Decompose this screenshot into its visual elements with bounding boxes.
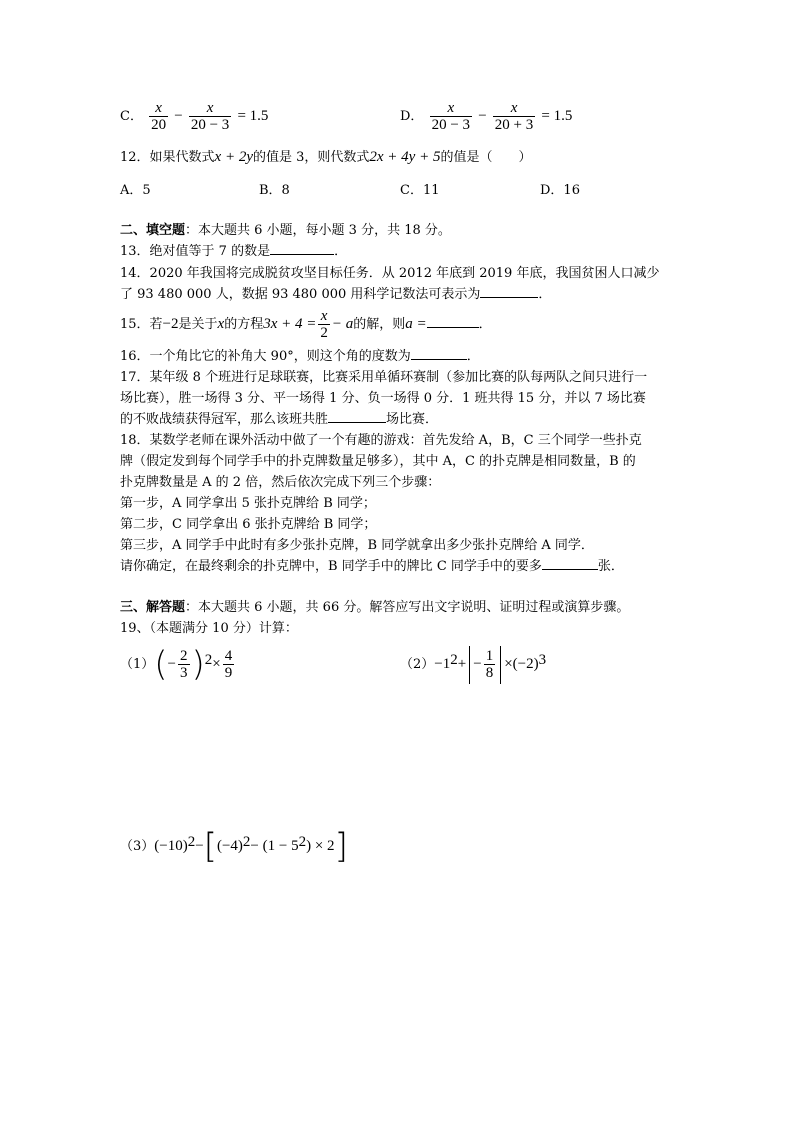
q18-step2: 第二步，C 同学拿出 6 张扑克牌给 B 同学； bbox=[120, 517, 377, 532]
q18-step3: 第三步，A 同学手中此时有多少张扑克牌，B 同学就拿出多少张扑克牌给 A 同学． bbox=[120, 538, 594, 553]
fraction: $\frac{x}{20 + 3}$ bbox=[494, 100, 534, 133]
q19-stem: 19、（本题满分 10 分）计算： bbox=[120, 621, 298, 636]
q18-line1: 18．某数学老师在课外活动中做了一个有趣的游戏：首先发给 A，B，C 三个同学一些扑克 bbox=[120, 433, 642, 448]
q12-option-c: C．11 bbox=[400, 183, 440, 198]
answer-blank bbox=[270, 253, 334, 255]
fraction: $\frac{x}{20 - 3}$ bbox=[190, 100, 230, 133]
q19-part3: $(3)(-10)^2-[(-4)^2- (1 - 5^2) \times 2]$ bbox=[120, 826, 348, 867]
fraction: $\frac{x}{2}$ bbox=[320, 308, 328, 341]
q12-option-d: D．16 bbox=[540, 183, 580, 198]
q11-option-d: D． $\frac{x}{20 - 3}$ − $\frac{x}{20 + 3}$ = 1.5 bbox=[400, 100, 573, 133]
fraction: $\frac{2}{3}$ bbox=[180, 648, 188, 681]
q14-line2: 了 93 480 000 人，数据 93 480 000 用科学记数法可表示为 ． bbox=[120, 287, 552, 302]
fraction: $\frac{4}{9}$ bbox=[224, 648, 233, 681]
q17-line2: 场比赛），胜一场得 3 分、平一场得 1 分、负一场得 0 分．1 班共得 15 分，并以 7 场比赛 bbox=[120, 391, 646, 406]
q17-line3: 的不败战绩获得冠军，那么该班共胜 场比赛． bbox=[120, 412, 439, 427]
option-label: D． bbox=[400, 109, 424, 124]
section3-heading: 三、解答题：本大题共 6 小题，共 66 分。解答应写出文字说明、证明过程或演算步骤。 bbox=[120, 600, 630, 615]
q18-line3: 扑克牌数量是 A 的 2 倍，然后依次完成下列三个步骤： bbox=[120, 475, 441, 490]
q16: 16．一个角比它的补角大 90°，则这个角的度数为 ． bbox=[120, 349, 480, 364]
q19-part2: $(2)-1^2+$ − $\frac{1}{8}$ $\times(-2)^3$ bbox=[400, 644, 546, 685]
answer-blank bbox=[480, 296, 538, 298]
q14-line1: 14．2020 年我国将完成脱贫攻坚目标任务．从 2012 年底到 2019 年底，我国贫困人口减少 bbox=[120, 266, 660, 281]
q12-option-a: A．5 bbox=[120, 183, 151, 198]
q19-part1: （1）(− $\frac{2}{3}$ )$^2$× $\frac{4}{9}$ bbox=[120, 644, 233, 685]
answer-blank bbox=[542, 568, 598, 570]
section2-heading: 二、填空题：本大题共 6 小题，每小题 3 分，共 18 分。 bbox=[120, 223, 451, 238]
fraction: $\frac{1}{8}$ bbox=[485, 648, 494, 681]
answer-blank bbox=[411, 358, 467, 360]
q12-option-b: B．8 bbox=[259, 183, 290, 198]
answer-blank bbox=[427, 326, 479, 328]
fraction: $\frac{x}{20 - 3}$ bbox=[431, 100, 471, 133]
q18-line7: 请你确定，在最终剩余的扑克牌中，B 同学手中的牌比 C 同学手中的要多 张． bbox=[120, 559, 624, 574]
q17-line1: 17．某年级 8 个班进行足球联赛，比赛采用单循环赛制（参加比赛的队每两队之间只进行一 bbox=[120, 370, 648, 385]
option-label: C． bbox=[120, 109, 143, 124]
q11-option-c: C． $\frac{x}{20}$ − $\frac{x}{20 - 3}$ = 1.5 bbox=[120, 100, 269, 133]
fraction: $\frac{x}{20}$ bbox=[151, 100, 167, 133]
q18-line2: 牌（假定发到每个同学手中的扑克牌数量足够多），其中 A，C 的扑克牌是相同数量，B 的 bbox=[120, 454, 636, 469]
answer-blank bbox=[328, 421, 386, 423]
q13: 13．绝对值等于 7 的数是 ． bbox=[120, 244, 348, 259]
q15: 15．若−2是关于x的方程3x + 4 = $\frac{x}{2}$ − a的解，则a = ． bbox=[120, 308, 492, 341]
q18-step1: 第一步，A 同学拿出 5 张扑克牌给 B 同学； bbox=[120, 496, 376, 511]
q12-stem: 12．如果代数式x + 2y的值是 3，则代数式2x + 4y + 5的值是（ ） bbox=[120, 149, 532, 165]
